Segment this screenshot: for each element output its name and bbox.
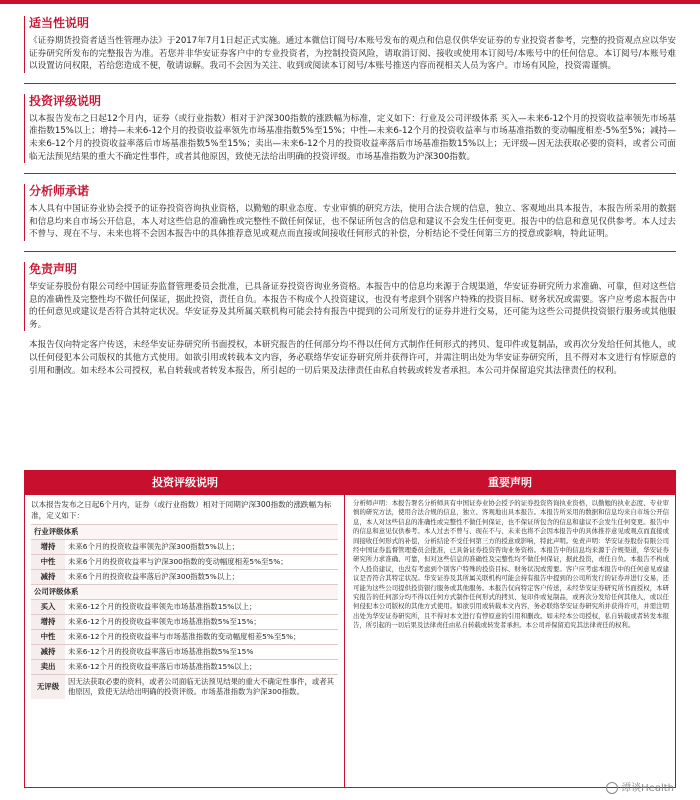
table-row (31, 570, 338, 585)
rating-table-panel (25, 495, 345, 787)
table-group-label: 公司评级体系 (31, 585, 338, 600)
suitability-title: 适当性说明 (29, 16, 90, 30)
table-row (31, 660, 338, 675)
rating-label: 中性 (31, 630, 65, 645)
bottom-body (25, 495, 675, 787)
wechat-icon (606, 782, 618, 794)
table-row (31, 555, 338, 570)
rating-title: 投资评级说明 (29, 93, 102, 108)
rating-table (31, 524, 338, 699)
table-group-row (31, 585, 338, 600)
disclaimer-text-2: 本报告仅向特定客户传送，未经华安证券研究所书面授权，本研究报告的任何部分均不得以任何方式制作任何形式的拷贝、复印件或复制品，或再次分发给任何其他人，或以任何侵犯本公司版权的其他方式使用。如欲引用或转载本文内容，务必联络华安证券研究所并获得许可，并需注明出处为华安证券研究所，且不得对本文进行有悖原意的引用和删改。如未经本公司授权，私自转载或者转发本报告，所引起的一切后果及法律责任由私自转载或转发者承担。本公司并保留追究其法律责任的权利。 (29, 340, 676, 376)
suitability-section (24, 16, 676, 73)
bottom-right-title: 重要声明 (488, 476, 532, 489)
rating-label: 增持 (31, 540, 65, 555)
table-row (31, 675, 338, 700)
rating-definition: 未来6-12个月的投资收益率领先市场基准指数15%以上； (65, 600, 338, 615)
disclaimer-section (24, 262, 676, 331)
table-row (31, 540, 338, 555)
bottom-left-title: 投资评级说明 (152, 476, 218, 489)
disclaimer-title: 免责声明 (29, 261, 78, 276)
watermark (606, 779, 674, 794)
watermark-text: 谭谈Health (621, 783, 674, 794)
rating-definition: 未来6-12个月的投资收益率落后市场基准指数5%至15% (65, 645, 338, 660)
important-notice-text: 分析师声明：本报告署名分析师具有中国证券业协会授予的证券投资咨询执业资格，以勤勉的执业态度、专业审慎的研究方法，使用合法合规的信息，独立、客观地出具本报告。本报告所采用的数据和信息均来自市场公开信息，本人对这些信息的准确性或完整性不做任何保证，也不保证所包含的信息和建议不会发生任何变更。报告中的信息和意见仅供参考。本人过去不曾与、现在不与、未来也将不会因本报告中的具体推荐意见或观点而直接或间接收任何形式的补偿，分析结论不受任何第三方的授意或影响，特此声明。免责声明：华安证券股份有限公司经中国证券监督管理委员会批准，已具备证券投资咨询业务资格。本报告中的信息均来源于合规渠道，华安证券研究所力求准确、可靠，但对这些信息的准确性及完整性均不做任何保证，据此投资，责任自负。本报告不构成个人投资建议，也没有考虑到个别客户特殊的投资目标、财务状况或需要。客户应考虑本报告中的任何意见或建议是否符合其特定状况。华安证券及其所属关联机构可能会持有报告中提到的公司所发行的证券并进行交易，还可能为这些公司提供投资银行服务或其他服务。本报告仅向特定客户传送，未经华安证券研究所书面授权，本研究报告的任何部分均不得以任何方式制作任何形式的拷贝、复印件或复制品，或再次分发给任何其他人，或以任何侵犯本公司版权的其他方式使用。如欲引用或转载本文内容，务必联络华安证券研究所并获得许可，并需注明出处为华安证券研究所，且不得对本文进行有悖原意的引用和删改。如未经本公司授权，私自转载或者转发本报告，所引起的一切后果及法律责任由私自转载或转发者承担。本公司并保留追究其法律责任的权利。 (353, 499, 669, 630)
table-group-row (31, 525, 338, 540)
rating-label: 减持 (31, 570, 65, 585)
rating-label: 卖出 (31, 660, 65, 675)
table-row (31, 630, 338, 645)
rating-text: 以本报告发布之日起12个月内，证券（或行业指数）相对于沪深300指数的涨跌幅为标准，定义如下：行业及公司评级体系 买入—未来6-12个月的投资收益率领先市场基准指数15%以上；增持—未来6-12个月的投资收益率领先市场基准指数5%至15%；中性—未来6-12个月的投资收益率与市场基准指数的变动幅度相差-5%至5%；减持—未来6-12个月的投资收益率落后市场基准指数5%至15%；卖出—未来6-12个月的投资收益率落后市场基准指数15%以上；无评级—因无法获取必要的资料，或者公司面临无法预见结果的重大不确定性事件，或者其他原因，致使无法给出明确的投资评级。市场基准指数为沪深300指数。 (29, 113, 676, 162)
table-row (31, 645, 338, 660)
divider (24, 251, 676, 252)
analyst-section (24, 184, 676, 241)
rating-label: 无评级 (31, 675, 65, 700)
rating-label: 买入 (31, 600, 65, 615)
divider (24, 83, 676, 84)
divider (24, 173, 676, 174)
suitability-text: 《证券期货投资者适当性管理办法》于2017年7月1日起正式实施。通过本微信订阅号/本账号发布的观点和信息仅供华安证券的专业投资者参考，完整的投资观点应以华安证券研究所发布的完整报告为准。若您并非华安证券客户中的专业投资者，为控制投资风险，请取消订阅、接收或使用本订阅号/本账号中的任何信息。本订阅号/本账号难以设置访问权限，若给您造成不便，敬请谅解。我司不会因为关注、收到或阅读本订阅号/本账号推送内容而视相关人员为客户。市场有风险，投资需谨慎。 (29, 36, 676, 72)
table-row (31, 615, 338, 630)
rating-definition: 因无法获取必要的资料，或者公司面临无法预见结果的重大不确定性事件，或者其他原因，致使无法给出明确的投资评级。市场基准指数为沪深300指数。 (65, 675, 338, 700)
disclaimer-text: 华安证券股份有限公司经中国证券监督管理委员会批准，已具备证券投资咨询业务资格。本报告中的信息均来源于合规渠道，华安证券研究所力求准确、可靠，但对这些信息的准确性及完整性均不做任何保证，据此投资，责任自负。本报告不构成个人投资建议，也没有考虑到个别客户特殊的投资目标、财务状况或需要。客户应考虑本报告中的任何意见或建议是否符合其特定状况。华安证券及其所属关联机构可能会持有报告中提到的公司所发行的证券并进行交易，还可能为这些公司提供投资银行服务或其他服务。 (29, 281, 676, 330)
top-rule (0, 0, 700, 4)
rating-label: 中性 (31, 555, 65, 570)
rating-definition: 未来6-12个月的投资收益率与市场基准指数的变动幅度相差5%至5%； (65, 630, 338, 645)
rating-definition: 未来6个月的投资收益率领先沪深300指数5%以上； (65, 540, 338, 555)
rating-label: 减持 (31, 645, 65, 660)
analyst-title: 分析师承诺 (29, 184, 90, 199)
analyst-text: 本人具有中国证券业协会授予的证券投资咨询执业资格，以勤勉的职业态度、专业审慎的研究方法，使用合法合规的信息，独立、客观地出具本报告，本报告所采用的数据和信息均来自市场公开信息，本人对这些信息的准确性或完整性不做任何保证，也不保证所包含的信息和建议不会发生任何变更。报告中的信息和意见仅供参考。本人过去不曾与、现在不与、未来也将不会因本报告中的具体推荐意见或观点而直接或间接收任何形式的补偿，分析结论不受任何第三方的授意或影响，特此证明。 (29, 204, 676, 240)
rating-definition: 未来6个月的投资收益率落后沪深300指数5%以上； (65, 570, 338, 585)
bottom-header (25, 471, 675, 495)
rating-section (24, 94, 676, 163)
bottom-box (24, 470, 676, 788)
rating-label: 增持 (31, 615, 65, 630)
rating-intro: 以本报告发布之日起6个月内，证券（或行业指数）相对于同期沪深300指数的涨跌幅为标准，定义如下： (31, 500, 332, 520)
rating-definition: 未来6-12个月的投资收益率落后市场基准指数15%以上； (65, 660, 338, 675)
table-group-label: 行业评级体系 (31, 525, 338, 540)
rating-definition: 未来6个月的投资收益率与沪深300指数的变动幅度相差5%至5%； (65, 555, 338, 570)
rating-definition: 未来6-12个月的投资收益率领先市场基准指数5%至15%； (65, 615, 338, 630)
table-row (31, 600, 338, 615)
